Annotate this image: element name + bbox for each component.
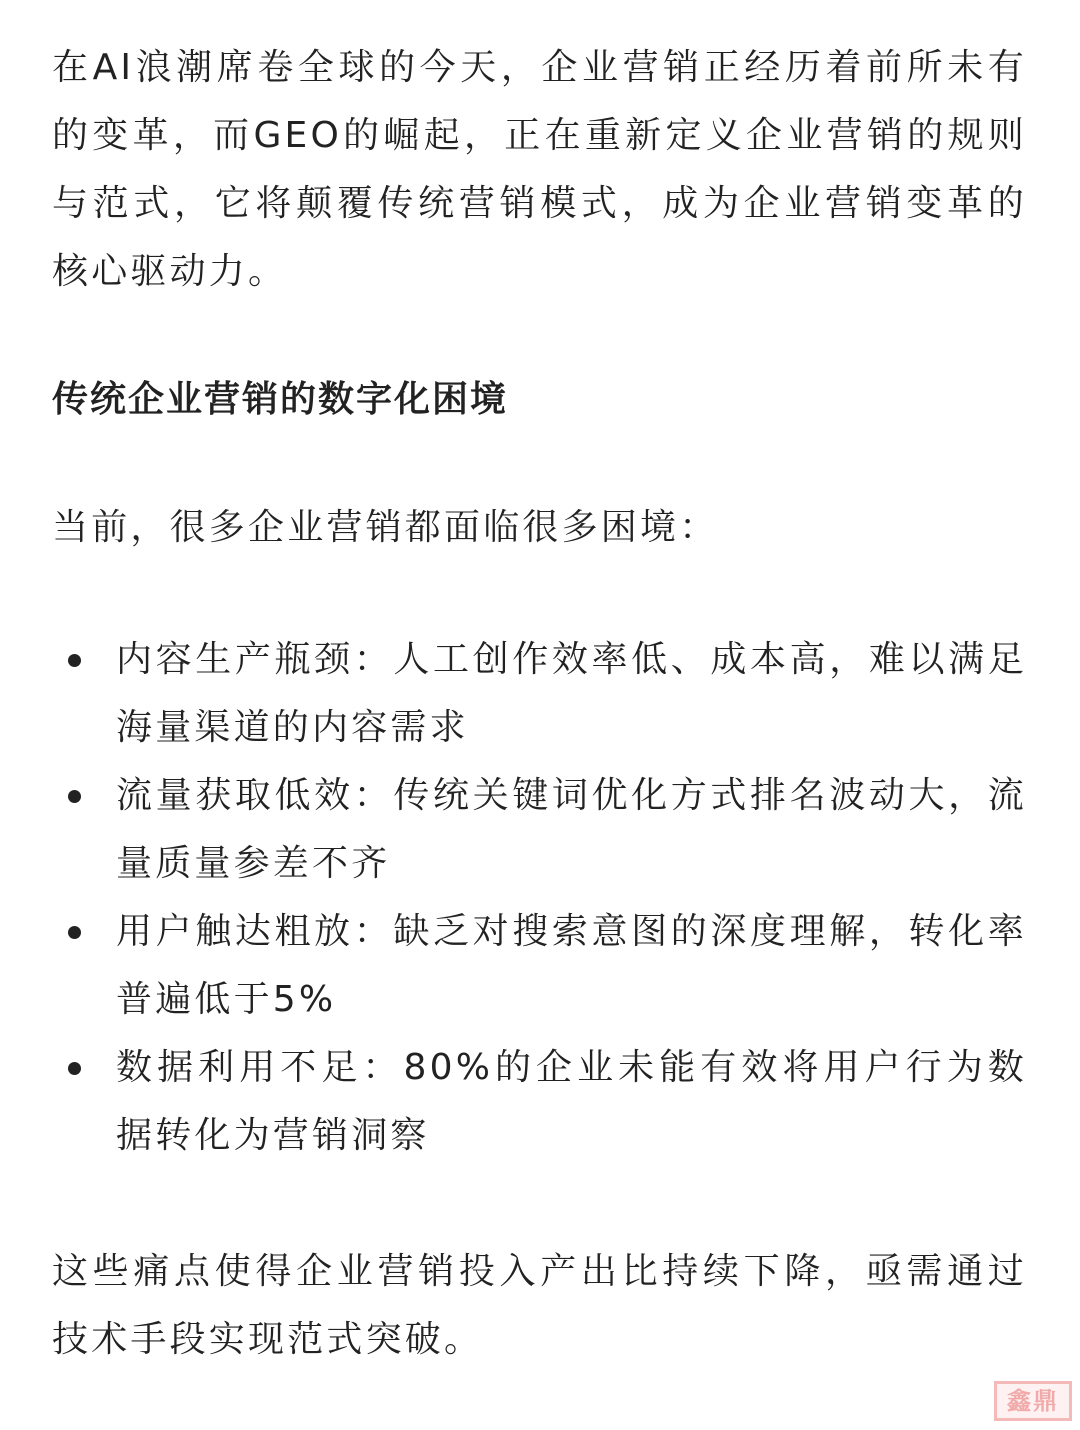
pain-point-text: 用户触达粗放：缺乏对搜索意图的深度理解，转化率普遍低于5%: [116, 911, 1027, 1020]
list-item: [52, 762, 1027, 898]
list-item: [52, 1034, 1027, 1170]
bullet-icon: [68, 654, 81, 667]
bullet-icon: [68, 926, 81, 939]
pain-point-text: 数据利用不足：80%的企业未能有效将用户行为数据转化为营销洞察: [116, 1047, 1027, 1156]
section-heading: 传统企业营销的数字化困境: [52, 379, 509, 420]
bullet-icon: [68, 1062, 81, 1075]
watermark-seal-icon: 鑫鼎: [994, 1381, 1072, 1421]
intro-paragraph: 在AI浪潮席卷全球的今天，企业营销正经历着前所未有的变革，而GEO的崛起，正在重新定义企业营销的规则与范式，它将颠覆传统营销模式，成为企业营销变革的核心驱动力。: [52, 47, 1027, 292]
lead-paragraph: 当前，很多企业营销都面临很多困境：: [52, 507, 719, 548]
list-item: [52, 898, 1027, 1034]
conclusion-paragraph: 这些痛点使得企业营销投入产出比持续下降，亟需通过技术手段实现范式突破。: [52, 1251, 1027, 1360]
pain-points-list: [52, 626, 1027, 1170]
pain-point-text: 内容生产瓶颈：人工创作效率低、成本高，难以满足海量渠道的内容需求: [116, 639, 1027, 748]
pain-point-text: 流量获取低效：传统关键词优化方式排名波动大，流量质量参差不齐: [116, 775, 1027, 884]
bullet-icon: [68, 790, 81, 803]
list-item: [52, 626, 1027, 762]
